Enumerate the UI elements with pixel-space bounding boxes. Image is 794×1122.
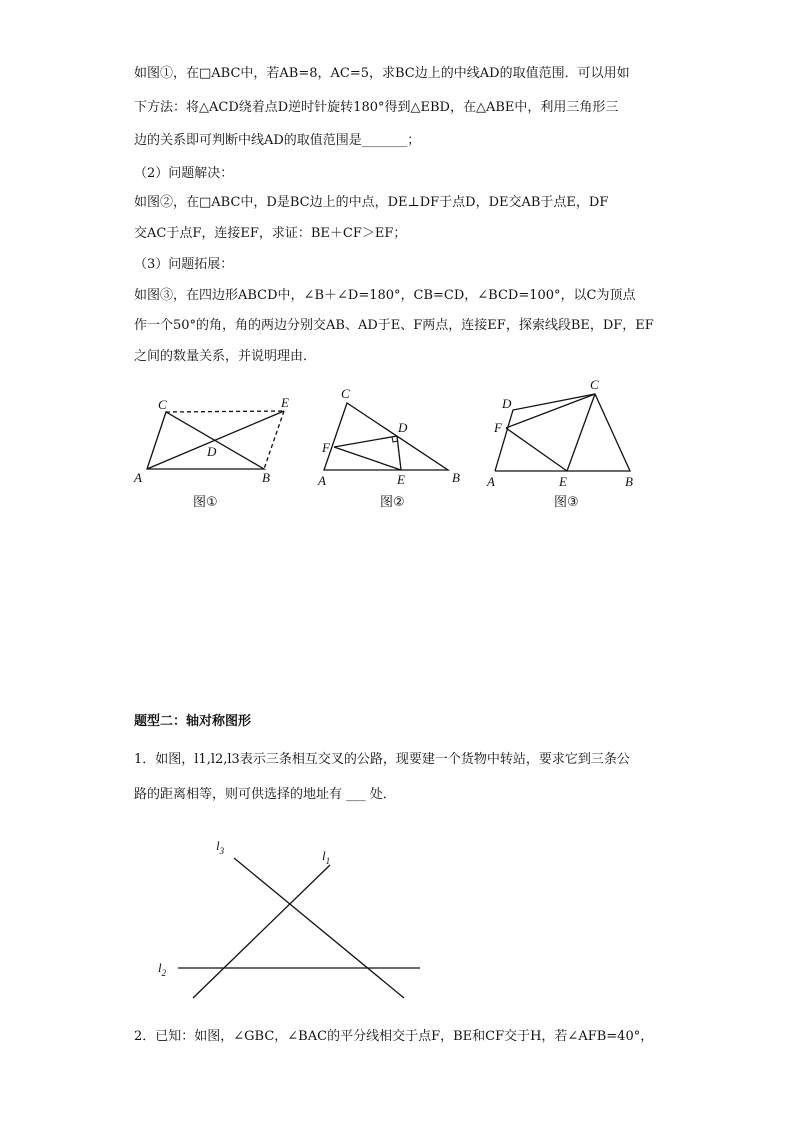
fig3-label-d: D: [502, 396, 512, 411]
fig1-label-d: D: [207, 444, 217, 459]
fig2-label-c: C: [341, 386, 350, 401]
segment-ef: [334, 447, 401, 470]
fig2-label-a: A: [318, 473, 326, 488]
fig2-label-d: D: [398, 420, 408, 435]
quadrilateral-abcd: [495, 394, 630, 471]
label-l2: $l_2$: [158, 960, 167, 978]
text-line: 交AC于点F，连接EF，求证：BE＋CF＞EF；: [134, 226, 407, 241]
road-l3: [234, 858, 404, 998]
text-line: 下方法：将△ACD绕着点D逆时针旋转180°得到△EBD，在△ABE中，利用三角形三: [134, 100, 619, 115]
text-line: 2．已知：如图，∠GBC，∠BAC的平分线相交于点F，BE和CF交于H，若∠AFB=40°，: [134, 1029, 654, 1044]
road-l1: [193, 865, 330, 998]
fig1-caption: 图①: [193, 495, 218, 510]
label-l1: $l_1$: [322, 848, 331, 866]
text-line: 如图①，在□ABC中，若AB=8，AC=5，求BC边上的中线AD的取值范围．可以用如: [134, 66, 630, 81]
text-line: 如图②，在□ABC中，D是BC边上的中点，DE⊥DF于点D，DE交AB于点E，DF: [134, 195, 609, 210]
fig1-label-e: E: [281, 395, 289, 410]
fig2-label-b: B: [452, 470, 460, 485]
fig2-label-f: F: [322, 440, 330, 455]
text-line: 边的关系即可判断中线AD的取值范围是_______；: [134, 133, 421, 148]
text-line: 作一个50°的角，角的两边分别交AB、AD于E、F两点，连接EF，探索线段BE，DF，EF: [134, 318, 654, 333]
part3-heading: （3）问题拓展：: [134, 257, 234, 272]
dashed-eb: [264, 411, 284, 469]
fig2-caption: 图②: [380, 495, 405, 510]
label-l3: $l_3$: [216, 838, 225, 856]
triangle-abc: [147, 412, 264, 469]
text-line: 如图③，在四边形ABCD中，∠B＋∠D=180°，CB=CD，∠BCD=100°，以C为顶点: [134, 288, 636, 303]
text-line: 之间的数量关系，并说明理由．: [134, 349, 317, 364]
fig3-label-c: C: [590, 377, 599, 392]
segment-ef: [506, 428, 567, 471]
fig3-label-e: E: [559, 474, 567, 489]
section-title: 题型二：轴对称图形: [134, 714, 252, 729]
fig1-label-c: C: [158, 397, 167, 412]
fig1-label-a: A: [134, 470, 142, 485]
figure-3: [495, 394, 630, 471]
fig2-label-e: E: [397, 472, 405, 487]
fig3-label-f: F: [494, 420, 502, 435]
segment-ce: [567, 394, 595, 471]
part2-heading: （2）问题解决：: [134, 166, 234, 181]
fig3-label-b: B: [625, 474, 633, 489]
fig1-label-b: B: [262, 470, 270, 485]
figure-1: [147, 411, 284, 469]
text-line: 路的距离相等，则可供选择的地址有 ___ 处．: [134, 787, 396, 802]
figure-2: [324, 403, 448, 470]
fig3-label-a: A: [487, 474, 495, 489]
dashed-ce: [166, 411, 284, 412]
median-ae: [147, 411, 284, 469]
fig3-caption: 图③: [554, 495, 579, 510]
roads-figure: [178, 858, 420, 998]
segment-cf: [506, 394, 595, 428]
segment-df: [334, 436, 397, 447]
text-line: 1．如图，l1,l2,l3表示三条相互交叉的公路，现要建一个货物中转站，要求它到三条公: [134, 752, 630, 767]
triangle-abc: [324, 403, 448, 470]
